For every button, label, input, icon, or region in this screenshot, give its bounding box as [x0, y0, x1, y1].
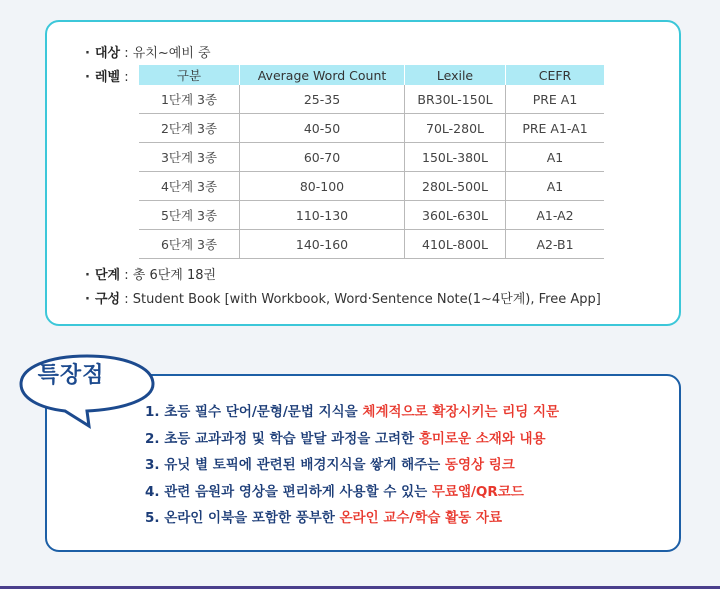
table-body — [139, 85, 604, 259]
cell-category: 5단계 3종 — [139, 201, 240, 230]
features-list — [145, 400, 559, 533]
cell-cefr: A2-B1 — [506, 230, 605, 259]
feature-highlight: 동영상 링크 — [444, 457, 515, 473]
target-label: 대상 — [95, 46, 121, 61]
header-lexile: Lexile — [405, 65, 506, 85]
cell-word-count: 25-35 — [240, 85, 405, 114]
cell-cefr: A1 — [506, 172, 605, 201]
level-label: 레벨 — [95, 70, 121, 85]
feature-text: 2. 초등 교과과정 및 학습 발달 과정을 고려한 — [145, 430, 419, 447]
steps-value: 총 6단계 18권 — [132, 268, 217, 283]
feature-item — [145, 400, 559, 427]
header-cefr: CEFR — [506, 65, 605, 85]
steps-label: 단계 — [95, 268, 121, 283]
header-word-count: Average Word Count — [240, 65, 405, 85]
cell-word-count: 140-160 — [240, 230, 405, 259]
cell-cefr: A1-A2 — [506, 201, 605, 230]
steps-row: · 단계 : 총 6단계 18권 — [85, 268, 217, 283]
cell-lexile: 410L-800L — [405, 230, 506, 259]
feature-text: 5. 온라인 이북을 포함한 풍부한 — [145, 510, 340, 526]
feature-highlight: 흥미로운 소재와 내용 — [418, 430, 546, 447]
table-row — [139, 143, 604, 172]
feature-text: 3. 유닛 별 토픽에 관련된 배경지식을 쌓게 해주는 — [145, 457, 445, 473]
cell-word-count: 60-70 — [240, 143, 405, 172]
feature-highlight: 체계적으로 확장시키는 리딩 지문 — [362, 404, 560, 420]
table-header-row — [139, 65, 604, 85]
cell-lexile: 360L-630L — [405, 201, 506, 230]
cell-word-count: 110-130 — [240, 201, 405, 230]
composition-value: Student Book [with Workbook, Word·Sentence Note(1~4단계), Free App] — [132, 292, 601, 307]
feature-text: 4. 관련 음원과 영상을 편리하게 사용할 수 있는 — [145, 483, 432, 500]
cell-cefr: A1 — [506, 143, 605, 172]
level-table — [139, 65, 604, 259]
table-row — [139, 230, 604, 259]
cell-category: 2단계 3종 — [139, 114, 240, 143]
feature-highlight: 온라인 교수/학습 활동 자료 — [339, 510, 502, 526]
level-row: · 레벨 : — [85, 70, 129, 85]
header-category: 구분 — [139, 65, 240, 85]
composition-row: · 구성 : Student Book [with Workbook, Word·Sentence Note(1~4단계), Free App] — [85, 292, 601, 307]
cell-category: 4단계 3종 — [139, 172, 240, 201]
target-value: 유치~예비 중 — [132, 46, 211, 61]
features-title: 특장점 — [37, 363, 105, 388]
feature-highlight: 무료앱/QR코드 — [431, 483, 524, 500]
composition-label: 구성 — [95, 292, 121, 307]
cell-cefr: PRE A1 — [506, 85, 605, 114]
cell-lexile: 70L-280L — [405, 114, 506, 143]
feature-item — [145, 453, 559, 480]
cell-category: 3단계 3종 — [139, 143, 240, 172]
cell-lexile: BR30L-150L — [405, 85, 506, 114]
table-row — [139, 114, 604, 143]
info-box — [45, 20, 681, 326]
target-row: · 대상 : 유치~예비 중 — [85, 46, 211, 61]
feature-item — [145, 480, 559, 507]
table-row — [139, 201, 604, 230]
cell-lexile: 280L-500L — [405, 172, 506, 201]
cell-category: 1단계 3종 — [139, 85, 240, 114]
cell-word-count: 80-100 — [240, 172, 405, 201]
feature-item — [145, 427, 559, 454]
feature-text: 1. 초등 필수 단어/문형/문법 지식을 — [145, 404, 363, 420]
cell-lexile: 150L-380L — [405, 143, 506, 172]
cell-cefr: PRE A1-A1 — [506, 114, 605, 143]
cell-category: 6단계 3종 — [139, 230, 240, 259]
feature-item — [145, 506, 559, 533]
table-row — [139, 172, 604, 201]
table-row — [139, 85, 604, 114]
cell-word-count: 40-50 — [240, 114, 405, 143]
